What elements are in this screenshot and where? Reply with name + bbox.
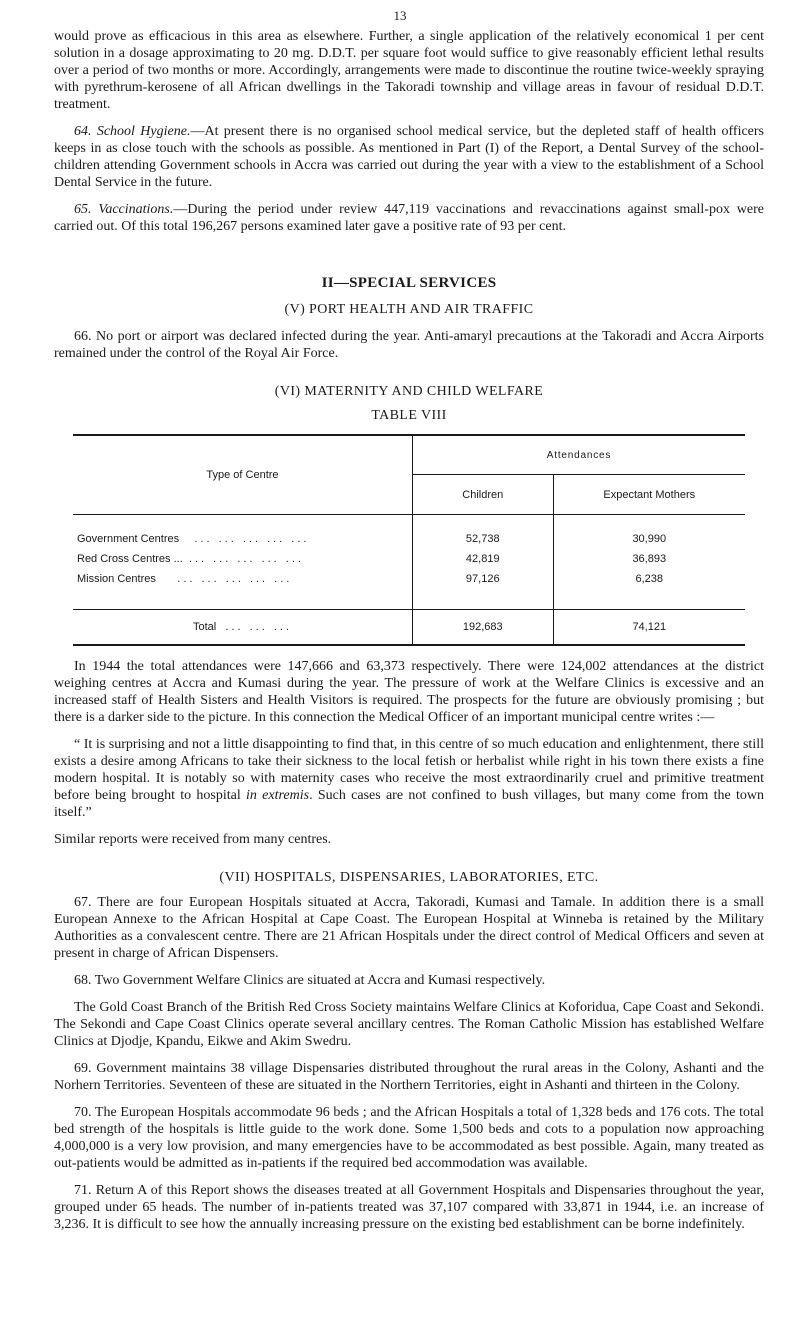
row-dots: ... ... ... ... ...	[188, 553, 304, 565]
total-dots: ... ... ...	[225, 621, 292, 633]
row-type: Government Centres	[77, 533, 180, 545]
quotation-emphasis: in extremis	[246, 788, 310, 803]
page-content	[54, 28, 764, 1233]
quotation-part-b: . Such cases are not confined to bush villages, but many come from the town itself.”	[54, 788, 764, 820]
paragraph-69: 69. Government maintains 38 village Dispensaries distributed throughout the rural areas in the Colony, Ashanti and the Norhern Territories. Seventeen of these are situated in the Northern Territories, eight in Ashanti and thirteen in the Colony.	[54, 1061, 764, 1093]
similar-reports: Similar reports were received from many centres.	[54, 832, 332, 847]
paragraph-65-title: 65. Vaccinations.	[74, 202, 174, 217]
quotation-part-a: “ It is surprising and not a little disappointing to find that, in this centre of so much education and enlightenment, there still exists a desire among Africans to take their sickness to the local fetish or herbalist while right in his town there exists a fine modern hospital. It is notably so with maternity cases who receive the most extraordinarily cruel and primitive treatment before being brought to hospital	[54, 737, 764, 803]
header-attendances: Attendances	[412, 435, 745, 475]
heading-hospitals: (VII) HOSPITALS, DISPENSARIES, LABORATORIES, ETC.	[219, 870, 599, 885]
heading-special-services: II—SPECIAL SERVICES	[321, 275, 497, 291]
page-number: 13	[393, 8, 407, 23]
header-expectant-mothers: Expectant Mothers	[603, 488, 696, 501]
paragraph-65-text: —During the period under review 447,119 vaccinations and revaccinations against small-pox were carried out. Of this total 196,267 persons examined later gave a positive rate of 93 per cent.	[54, 202, 764, 234]
row-type: Mission Centres	[77, 573, 156, 585]
paragraph-67: 67. There are four European Hospitals situated at Accra, Takoradi, Kumasi and Tamale. In addition there is a small European Annexe to the African Hospital at Cape Coast. The European Hospital at Winneba is retained by the Military Authorities as a convalescent centre. There are 21 African Hospitals under the direct control of Medical Officers and seven at present in charge of African Dispensers.	[54, 895, 764, 961]
paragraph-64	[54, 123, 764, 191]
table-row	[73, 569, 745, 589]
paragraph-64-title: 64. School Hygiene.	[74, 124, 191, 139]
row-children: 97,126	[412, 569, 553, 589]
row-mothers: 30,990	[632, 533, 667, 545]
table-row	[73, 549, 745, 569]
row-children: 52,738	[412, 529, 553, 549]
paragraph-70: 70. The European Hospitals accommodate 96 beds ; and the African Hospitals a total of 1,328 beds and 176 cots. The total bed strength of the hospitals is little guide to the work done. Some 1,500 beds and cots to a population now approaching 4,000,000 is a very low provision, and many emergencies have to be accommodated as best possible. Again, many treated as out-patients would be admitted as in-patients if the required bed accommodation was available.	[54, 1105, 764, 1171]
row-dots: ... ... ... ... ...	[177, 573, 293, 585]
paragraph-64-text: —At present there is no organised school medical service, but the depleted staff of health officers keeps in as close touch with the schools as possible. As mentioned in Part (I) of the Report, a Dental Survey of the school-children attending Government schools in Accra was carried out during the year with a view to the establishment of a School Dental Service in the future.	[54, 124, 764, 190]
intro-paragraph: would prove as efficacious in this area as elsewhere. Further, a single application of the relatively economical 1 per cent solution in a dosage approximating to 20 mg. D.D.T. per square foot would suffice to give reasonably efficient lethal results over a period of two months or more. Accordingly, arrangements were made to discontinue the routine twice-weekly spraying with pyrethrum-kerosene of all African dwellings in the Takoradi township and village areas in favour of residual D.D.T. treatment.	[54, 29, 764, 112]
header-children: Children	[412, 475, 553, 515]
paragraph-1944: In 1944 the total attendances were 147,666 and 63,373 respectively. There were 124,002 attendances at the district weighing centres at Accra and Kumasi during the year. The pressure of work at the Welfare Clinics is excessive and an increased staff of Health Sisters and Health Visitors is required. The prospects for the future are obviously promising ; but there is a darker side to the picture. In this connection the Medical Officer of an important municipal centre writes :—	[54, 659, 764, 725]
quotation	[54, 736, 764, 821]
heading-maternity: (VI) MATERNITY AND CHILD WELFARE	[274, 384, 544, 399]
attendances-table	[73, 434, 745, 646]
table-label: TABLE VIII	[371, 408, 447, 423]
row-children: 42,819	[412, 549, 553, 569]
heading-port-health: (V) PORT HEALTH AND AIR TRAFFIC	[284, 302, 534, 317]
paragraph-65	[54, 201, 764, 235]
paragraph-71: 71. Return A of this Report shows the diseases treated at all Government Hospitals and Dispensaries throughout the year, grouped under 65 heads. The number of in-patients treated was 37,107 compared with 33,871 in 1944, i.e. an increase of 3,236. It is difficult to see how the annually increasing pressure on the existing bed establishment can be borne indefinitely.	[54, 1183, 764, 1232]
header-type-of-centre: Type of Centre	[206, 469, 279, 481]
total-children: 192,683	[412, 610, 553, 646]
paragraph-68b: The Gold Coast Branch of the British Red Cross Society maintains Welfare Clinics at Koforidua, Cape Coast and Sekondi. The Sekondi and Cape Coast Clinics operate several ancillary centres. The Roman Catholic Mission has established Welfare Clinics at Djodje, Kpandu, Eikwe and Akim Swedru.	[54, 1000, 764, 1049]
row-mothers: 6,238	[635, 573, 664, 585]
row-dots: ... ... ... ... ...	[194, 533, 310, 545]
row-mothers: 36,893	[632, 553, 667, 565]
total-label: Total	[192, 621, 217, 633]
table-row	[73, 529, 745, 549]
paragraph-66: 66. No port or airport was declared infected during the year. Anti-amaryl precautions at the Takoradi and Accra Airports remained under the control of the Royal Air Force.	[54, 329, 764, 361]
paragraph-68: 68. Two Government Welfare Clinics are situated at Accra and Kumasi respectively.	[74, 973, 546, 988]
row-type: Red Cross Centres ...	[77, 553, 183, 565]
table-header-row	[73, 435, 745, 475]
total-mothers: 74,121	[553, 610, 745, 646]
table-total-row	[73, 610, 745, 646]
